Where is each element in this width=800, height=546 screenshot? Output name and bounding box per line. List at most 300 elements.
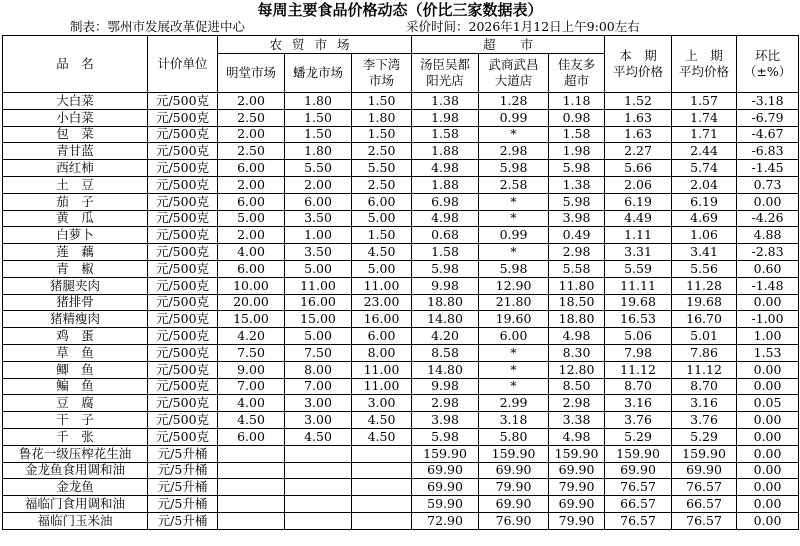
cell-m2: 3.50 (285, 244, 352, 261)
cell-s2: * (479, 193, 549, 210)
cell-chg: 0.00 (737, 479, 799, 496)
table-maker: 制表：鄂州市发展改革促进中心 (70, 19, 246, 34)
cell-m2: 15.00 (285, 311, 352, 328)
cell-cur: 6.19 (605, 193, 672, 210)
table-row (3, 479, 799, 496)
cell-s2: 5.98 (479, 160, 549, 177)
cell-s1: 69.90 (412, 479, 479, 496)
cell-m2 (285, 479, 352, 496)
cell-s2: 12.90 (479, 277, 549, 294)
cell-last: 5.56 (672, 260, 737, 277)
cell-last: 16.70 (672, 311, 737, 328)
cell-last: 1.74 (672, 109, 737, 126)
cell-m3 (352, 462, 412, 479)
cell-name: 鸡 蛋 (3, 328, 148, 345)
cell-s3: 79.90 (549, 479, 605, 496)
cell-chg: -6.83 (737, 143, 799, 160)
cell-s2: * (479, 126, 549, 143)
cell-last: 1.06 (672, 227, 737, 244)
cell-s1: 14.80 (412, 361, 479, 378)
header-market-1: 明堂市场 (218, 54, 285, 93)
cell-s3: 18.50 (549, 294, 605, 311)
cell-s1: 4.20 (412, 328, 479, 345)
cell-last: 7.86 (672, 344, 737, 361)
cell-s1: 72.90 (412, 512, 479, 529)
cell-name: 福临门食用调和油 (3, 496, 148, 513)
cell-m3: 5.00 (352, 260, 412, 277)
cell-m2: 5.00 (285, 260, 352, 277)
cell-chg: 1.00 (737, 328, 799, 345)
cell-m2 (285, 462, 352, 479)
table-row (3, 143, 799, 160)
cell-name: 干 子 (3, 412, 148, 429)
cell-last: 3.76 (672, 412, 737, 429)
table-row (3, 244, 799, 261)
cell-unit: 元/500克 (148, 260, 218, 277)
header-current-avg: 本 期 平均价格 (605, 36, 672, 93)
cell-unit: 元/500克 (148, 395, 218, 412)
cell-name: 包 菜 (3, 126, 148, 143)
cell-unit: 元/5升桶 (148, 512, 218, 529)
cell-s1: 18.80 (412, 294, 479, 311)
cell-last: 19.68 (672, 294, 737, 311)
cell-name: 黄 瓜 (3, 210, 148, 227)
cell-m2: 1.80 (285, 143, 352, 160)
cell-m1: 2.50 (218, 143, 285, 160)
table-row (3, 344, 799, 361)
cell-chg: 0.00 (737, 378, 799, 395)
table-row (3, 210, 799, 227)
cell-unit: 元/5升桶 (148, 445, 218, 462)
table-row (3, 93, 799, 110)
cell-s2: 21.80 (479, 294, 549, 311)
cell-m1: 6.00 (218, 260, 285, 277)
cell-s3: 1.98 (549, 143, 605, 160)
cell-m1: 2.50 (218, 109, 285, 126)
cell-s1: 1.58 (412, 126, 479, 143)
cell-s1: 0.68 (412, 227, 479, 244)
cell-last: 8.70 (672, 378, 737, 395)
cell-s1: 5.98 (412, 428, 479, 445)
cell-m3: 4.50 (352, 428, 412, 445)
cell-s1: 1.88 (412, 143, 479, 160)
cell-m2: 4.50 (285, 428, 352, 445)
cell-cur: 5.66 (605, 160, 672, 177)
header-market-3: 李下湾 市场 (352, 54, 412, 93)
cell-m3: 8.00 (352, 344, 412, 361)
cell-cur: 1.63 (605, 109, 672, 126)
cell-s2: 1.28 (479, 93, 549, 110)
cell-m3: 6.00 (352, 328, 412, 345)
cell-m1: 4.00 (218, 395, 285, 412)
cell-m3 (352, 445, 412, 462)
cell-s3: 5.98 (549, 160, 605, 177)
cell-unit: 元/500克 (148, 412, 218, 429)
table-row (3, 496, 799, 513)
header-name: 品 名 (3, 36, 148, 93)
cell-unit: 元/500克 (148, 176, 218, 193)
cell-s1: 5.98 (412, 260, 479, 277)
cell-chg: 0.00 (737, 294, 799, 311)
cell-cur: 5.29 (605, 428, 672, 445)
cell-last: 76.57 (672, 512, 737, 529)
cell-m2 (285, 512, 352, 529)
cell-chg: -3.18 (737, 93, 799, 110)
cell-s2: 159.90 (479, 445, 549, 462)
cell-name: 千 张 (3, 428, 148, 445)
cell-s3: 3.38 (549, 412, 605, 429)
table-row (3, 428, 799, 445)
cell-m1 (218, 462, 285, 479)
table-row (3, 378, 799, 395)
cell-s3: 4.98 (549, 328, 605, 345)
table-row (3, 160, 799, 177)
header-supermarket-group: 超 市 (412, 36, 605, 54)
cell-m2: 7.00 (285, 378, 352, 395)
cell-s2: * (479, 244, 549, 261)
cell-s3: 12.80 (549, 361, 605, 378)
cell-last: 5.01 (672, 328, 737, 345)
cell-last: 1.57 (672, 93, 737, 110)
cell-cur: 1.11 (605, 227, 672, 244)
cell-chg: 0.73 (737, 176, 799, 193)
header-last-avg: 上 期 平均价格 (672, 36, 737, 93)
cell-s2: 2.58 (479, 176, 549, 193)
cell-m1: 6.00 (218, 193, 285, 210)
cell-cur: 159.90 (605, 445, 672, 462)
cell-name: 豆 腐 (3, 395, 148, 412)
cell-m1: 9.00 (218, 361, 285, 378)
cell-s1: 2.98 (412, 395, 479, 412)
cell-last: 69.90 (672, 462, 737, 479)
cell-name: 草 鱼 (3, 344, 148, 361)
cell-s3: 0.98 (549, 109, 605, 126)
cell-chg: 0.05 (737, 395, 799, 412)
cell-m1: 7.00 (218, 378, 285, 395)
cell-s3: 69.90 (549, 496, 605, 513)
cell-cur: 3.16 (605, 395, 672, 412)
cell-m1: 15.00 (218, 311, 285, 328)
cell-s2: 76.90 (479, 512, 549, 529)
header-unit: 计价单位 (148, 36, 218, 93)
cell-s3: 5.58 (549, 260, 605, 277)
cell-chg: 0.00 (737, 462, 799, 479)
cell-unit: 元/500克 (148, 277, 218, 294)
cell-s1: 1.98 (412, 109, 479, 126)
cell-s1: 4.98 (412, 160, 479, 177)
cell-m3: 2.50 (352, 176, 412, 193)
cell-chg: -6.79 (737, 109, 799, 126)
cell-m1: 7.50 (218, 344, 285, 361)
cell-unit: 元/5升桶 (148, 462, 218, 479)
table-row (3, 445, 799, 462)
cell-chg: 0.00 (737, 496, 799, 513)
table-row (3, 260, 799, 277)
cell-s3: 2.98 (549, 244, 605, 261)
cell-chg: 0.00 (737, 193, 799, 210)
cell-s1: 1.38 (412, 93, 479, 110)
cell-s3: 2.98 (549, 395, 605, 412)
cell-unit: 元/500克 (148, 361, 218, 378)
cell-s2: 2.98 (479, 143, 549, 160)
cell-s3: 159.90 (549, 445, 605, 462)
cell-cur: 76.57 (605, 512, 672, 529)
cell-m1 (218, 512, 285, 529)
cell-m2: 1.50 (285, 109, 352, 126)
cell-s1: 159.90 (412, 445, 479, 462)
header-change: 环比 （±%） (737, 36, 799, 93)
cell-s1: 1.58 (412, 244, 479, 261)
cell-chg: -1.48 (737, 277, 799, 294)
cell-last: 3.16 (672, 395, 737, 412)
cell-m3: 11.00 (352, 277, 412, 294)
cell-s2: 0.99 (479, 227, 549, 244)
cell-m3: 23.00 (352, 294, 412, 311)
cell-unit: 元/500克 (148, 143, 218, 160)
cell-s2: * (479, 210, 549, 227)
table-row (3, 361, 799, 378)
cell-unit: 元/500克 (148, 193, 218, 210)
cell-name: 鳊 鱼 (3, 378, 148, 395)
cell-m3: 16.00 (352, 311, 412, 328)
cell-s3: 8.30 (549, 344, 605, 361)
cell-last: 3.41 (672, 244, 737, 261)
cell-m3: 1.50 (352, 93, 412, 110)
cell-s3: 11.80 (549, 277, 605, 294)
cell-m1 (218, 496, 285, 513)
cell-name: 猪排骨 (3, 294, 148, 311)
cell-chg: 1.53 (737, 344, 799, 361)
cell-chg: 0.00 (737, 361, 799, 378)
cell-m2 (285, 496, 352, 513)
cell-m3: 6.00 (352, 193, 412, 210)
cell-s2: * (479, 361, 549, 378)
cell-s1: 3.98 (412, 412, 479, 429)
cell-m2: 1.00 (285, 227, 352, 244)
cell-m2: 3.00 (285, 395, 352, 412)
cell-s3: 0.49 (549, 227, 605, 244)
table-row (3, 328, 799, 345)
price-table (2, 35, 799, 530)
table-row (3, 126, 799, 143)
collect-time: 采价时间：2026年1月12日上午9:00左右 (406, 19, 640, 34)
cell-m2: 11.00 (285, 277, 352, 294)
cell-m3 (352, 496, 412, 513)
cell-s3: 3.98 (549, 210, 605, 227)
cell-unit: 元/500克 (148, 160, 218, 177)
cell-last: 11.28 (672, 277, 737, 294)
table-row (3, 462, 799, 479)
cell-unit: 元/500克 (148, 428, 218, 445)
cell-name: 青 椒 (3, 260, 148, 277)
header-market-2: 蟠龙市场 (285, 54, 352, 93)
cell-name: 猪精瘦肉 (3, 311, 148, 328)
header-supermarket-3: 佳友多 超市 (549, 54, 605, 93)
cell-s1: 4.98 (412, 210, 479, 227)
cell-m3 (352, 479, 412, 496)
cell-name: 猪腿夹肉 (3, 277, 148, 294)
cell-s2: 5.80 (479, 428, 549, 445)
cell-unit: 元/500克 (148, 311, 218, 328)
cell-m3: 1.50 (352, 126, 412, 143)
cell-cur: 1.52 (605, 93, 672, 110)
cell-name: 茄 子 (3, 193, 148, 210)
cell-m2: 5.00 (285, 328, 352, 345)
cell-m3: 3.00 (352, 395, 412, 412)
cell-name: 土 豆 (3, 176, 148, 193)
cell-cur: 11.12 (605, 361, 672, 378)
cell-cur: 1.63 (605, 126, 672, 143)
cell-s2: 2.99 (479, 395, 549, 412)
cell-last: 1.71 (672, 126, 737, 143)
cell-chg: -1.45 (737, 160, 799, 177)
cell-s1: 59.90 (412, 496, 479, 513)
cell-chg: -4.67 (737, 126, 799, 143)
cell-last: 66.57 (672, 496, 737, 513)
cell-name: 金龙鱼食用调和油 (3, 462, 148, 479)
cell-name: 金龙鱼 (3, 479, 148, 496)
cell-unit: 元/500克 (148, 109, 218, 126)
cell-m1: 2.00 (218, 126, 285, 143)
cell-chg: 0.60 (737, 260, 799, 277)
cell-m1: 4.20 (218, 328, 285, 345)
cell-s3: 18.80 (549, 311, 605, 328)
cell-name: 鲫 鱼 (3, 361, 148, 378)
cell-m2: 3.00 (285, 412, 352, 429)
cell-cur: 69.90 (605, 462, 672, 479)
cell-chg: 0.00 (737, 428, 799, 445)
cell-m2: 6.00 (285, 193, 352, 210)
table-row (3, 412, 799, 429)
cell-cur: 16.53 (605, 311, 672, 328)
cell-last: 2.44 (672, 143, 737, 160)
table-row (3, 109, 799, 126)
cell-m1 (218, 479, 285, 496)
cell-m1: 2.00 (218, 227, 285, 244)
cell-cur: 66.57 (605, 496, 672, 513)
cell-m1: 4.00 (218, 244, 285, 261)
cell-s2: * (479, 378, 549, 395)
cell-cur: 3.76 (605, 412, 672, 429)
cell-m2: 8.00 (285, 361, 352, 378)
cell-m2: 2.00 (285, 176, 352, 193)
cell-chg: 0.00 (737, 512, 799, 529)
table-row (3, 176, 799, 193)
cell-unit: 元/5升桶 (148, 479, 218, 496)
cell-cur: 11.11 (605, 277, 672, 294)
cell-s3: 79.90 (549, 512, 605, 529)
cell-last: 76.57 (672, 479, 737, 496)
cell-m1 (218, 445, 285, 462)
cell-m2: 5.50 (285, 160, 352, 177)
cell-cur: 5.06 (605, 328, 672, 345)
cell-s2: 5.98 (479, 260, 549, 277)
cell-m3: 5.00 (352, 210, 412, 227)
cell-cur: 3.31 (605, 244, 672, 261)
cell-unit: 元/5升桶 (148, 496, 218, 513)
cell-m1: 6.00 (218, 428, 285, 445)
cell-name: 大白菜 (3, 93, 148, 110)
page-title: 每周主要食品价格动态（价比三家数据表） (257, 1, 543, 19)
cell-chg: 4.88 (737, 227, 799, 244)
header-supermarket-1: 汤臣吴都 阳光店 (412, 54, 479, 93)
cell-m2: 1.80 (285, 93, 352, 110)
cell-s3: 1.58 (549, 126, 605, 143)
cell-s2: 3.18 (479, 412, 549, 429)
cell-m1: 10.00 (218, 277, 285, 294)
table-row (3, 395, 799, 412)
cell-last: 5.29 (672, 428, 737, 445)
cell-s3: 1.38 (549, 176, 605, 193)
cell-name: 小白菜 (3, 109, 148, 126)
cell-s1: 6.98 (412, 193, 479, 210)
cell-unit: 元/500克 (148, 294, 218, 311)
cell-s3: 69.90 (549, 462, 605, 479)
cell-s1: 9.98 (412, 277, 479, 294)
cell-last: 5.74 (672, 160, 737, 177)
cell-cur: 8.70 (605, 378, 672, 395)
cell-unit: 元/500克 (148, 244, 218, 261)
cell-s1: 1.88 (412, 176, 479, 193)
cell-m1: 2.00 (218, 93, 285, 110)
cell-s1: 69.90 (412, 462, 479, 479)
cell-cur: 76.57 (605, 479, 672, 496)
cell-m3: 4.50 (352, 412, 412, 429)
cell-cur: 7.98 (605, 344, 672, 361)
cell-m2: 3.50 (285, 210, 352, 227)
cell-unit: 元/500克 (148, 328, 218, 345)
cell-name: 鲁花一级压榨花生油 (3, 445, 148, 462)
cell-unit: 元/500克 (148, 126, 218, 143)
cell-m2 (285, 445, 352, 462)
cell-cur: 5.59 (605, 260, 672, 277)
table-row (3, 227, 799, 244)
table-row (3, 277, 799, 294)
header-market-group: 农贸市场 (218, 36, 412, 54)
cell-unit: 元/500克 (148, 227, 218, 244)
cell-last: 2.04 (672, 176, 737, 193)
cell-chg: 0.00 (737, 412, 799, 429)
cell-s2: * (479, 344, 549, 361)
cell-m2: 16.00 (285, 294, 352, 311)
cell-chg: 0.00 (737, 445, 799, 462)
cell-cur: 19.68 (605, 294, 672, 311)
cell-cur: 2.27 (605, 143, 672, 160)
cell-m1: 5.00 (218, 210, 285, 227)
cell-m3 (352, 512, 412, 529)
cell-unit: 元/500克 (148, 93, 218, 110)
cell-unit: 元/500克 (148, 344, 218, 361)
table-row (3, 512, 799, 529)
cell-s2: 79.90 (479, 479, 549, 496)
cell-s2: 19.60 (479, 311, 549, 328)
cell-s2: 69.90 (479, 462, 549, 479)
cell-m3: 4.50 (352, 244, 412, 261)
cell-m1: 20.00 (218, 294, 285, 311)
cell-m1: 6.00 (218, 160, 285, 177)
cell-m3: 5.50 (352, 160, 412, 177)
cell-m3: 11.00 (352, 361, 412, 378)
cell-s3: 5.98 (549, 193, 605, 210)
cell-m2: 7.50 (285, 344, 352, 361)
cell-s3: 4.98 (549, 428, 605, 445)
cell-cur: 4.49 (605, 210, 672, 227)
cell-name: 白萝卜 (3, 227, 148, 244)
cell-s1: 9.98 (412, 378, 479, 395)
cell-m3: 2.50 (352, 143, 412, 160)
cell-last: 6.19 (672, 193, 737, 210)
cell-s2: 6.00 (479, 328, 549, 345)
